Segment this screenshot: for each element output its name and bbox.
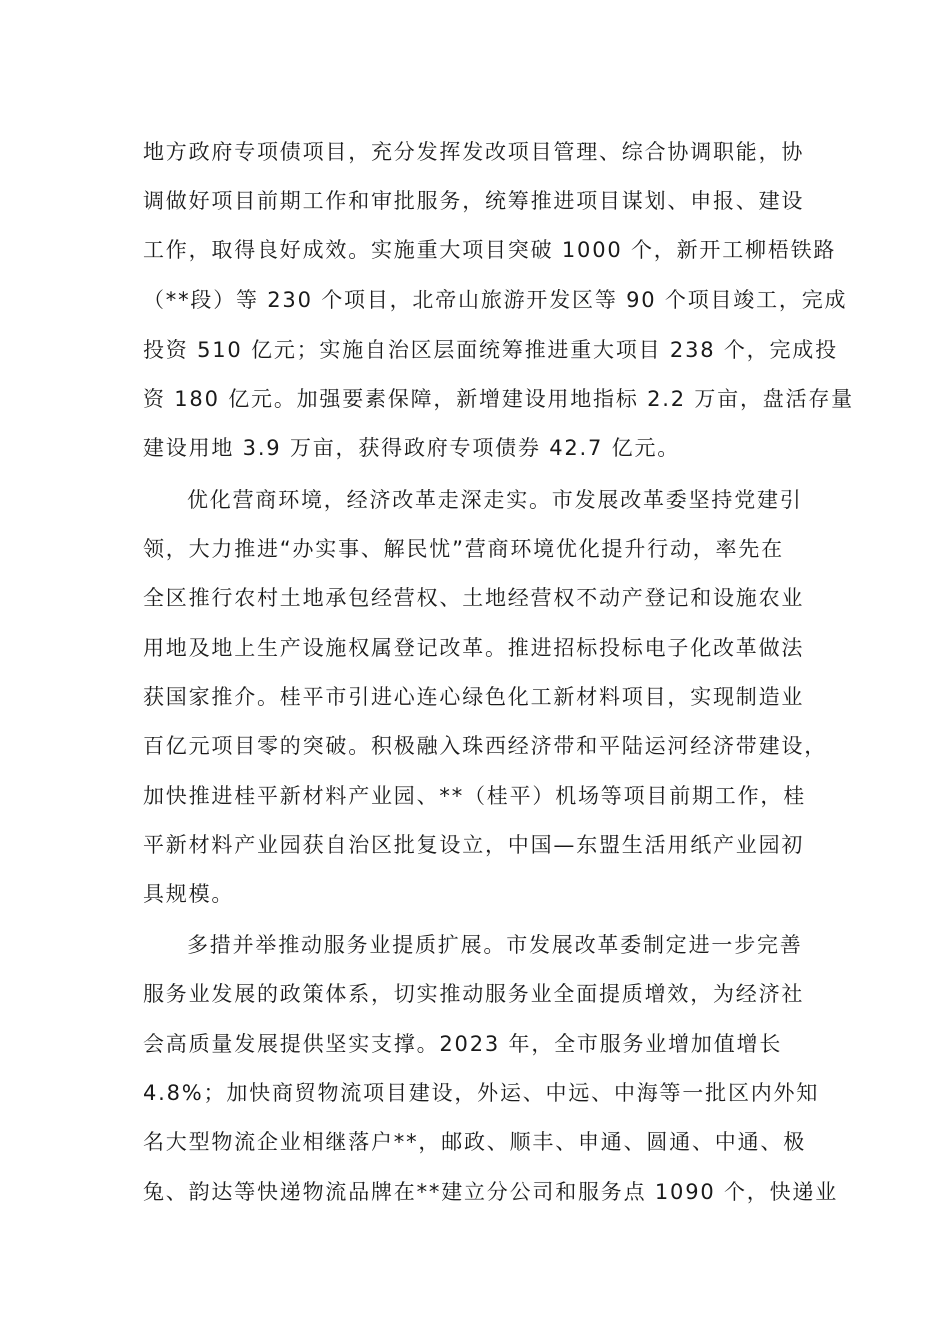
text-line: 地方政府专项债项目，充分发挥发改项目管理、综合协调职能，协 — [143, 140, 805, 164]
text-line: 投资 510 亿元；实施自治区层面统筹推进重大项目 238 个，完成投 — [143, 338, 838, 362]
text-line: 名大型物流企业相继落户**，邮政、顺丰、申通、圆通、中通、极 — [143, 1130, 806, 1154]
text-line: 百亿元项目零的突破。积极融入珠西经济带和平陆运河经济带建设， — [143, 734, 827, 758]
paragraph-first-line: 优化营商环境，经济改革走深走实。市发展改革委坚持党建引 — [187, 488, 803, 512]
text-line: 加快推进桂平新材料产业园、**（桂平）机场等项目前期工作，桂 — [143, 784, 806, 808]
text-line: 用地及地上生产设施权属登记改革。推进招标投标电子化改革做法 — [143, 636, 805, 660]
text-line: 建设用地 3.9 万亩，获得政府专项债券 42.7 亿元。 — [143, 436, 681, 460]
text-line: 服务业发展的政策体系，切实推动服务业全面提质增效，为经济社 — [143, 982, 805, 1006]
text-line: 获国家推介。桂平市引进心连心绿色化工新材料项目，实现制造业 — [143, 685, 805, 709]
text-line: 会高质量发展提供坚实支撑。2023 年，全市服务业增加值增长 — [143, 1032, 783, 1056]
text-line: 工作，取得良好成效。实施重大项目突破 1000 个，新开工柳梧铁路 — [143, 238, 837, 262]
text-line: 领，大力推进“办实事、解民忧”营商环境优化提升行动，率先在 — [143, 537, 784, 561]
text-line: （**段）等 230 个项目，北帝山旅游开发区等 90 个项目竣工，完成 — [143, 288, 848, 312]
text-line: 具规模。 — [143, 882, 235, 906]
text-line: 全区推行农村土地承包经营权、土地经营权不动产登记和设施农业 — [143, 586, 805, 610]
text-line: 平新材料产业园获自治区批复设立，中国—东盟生活用纸产业园初 — [143, 833, 805, 857]
paragraph-first-line: 多措并举推动服务业提质扩展。市发展改革委制定进一步完善 — [187, 933, 803, 957]
text-line: 4.8%；加快商贸物流项目建设，外运、中远、中海等一批区内外知 — [143, 1081, 820, 1105]
text-line: 兔、韵达等快递物流品牌在**建立分公司和服务点 1090 个，快递业 — [143, 1180, 838, 1204]
text-line: 资 180 亿元。加强要素保障，新增建设用地指标 2.2 万亩，盘活存量 — [143, 387, 854, 411]
text-line: 调做好项目前期工作和审批服务，统筹推进项目谋划、申报、建设 — [143, 189, 805, 213]
